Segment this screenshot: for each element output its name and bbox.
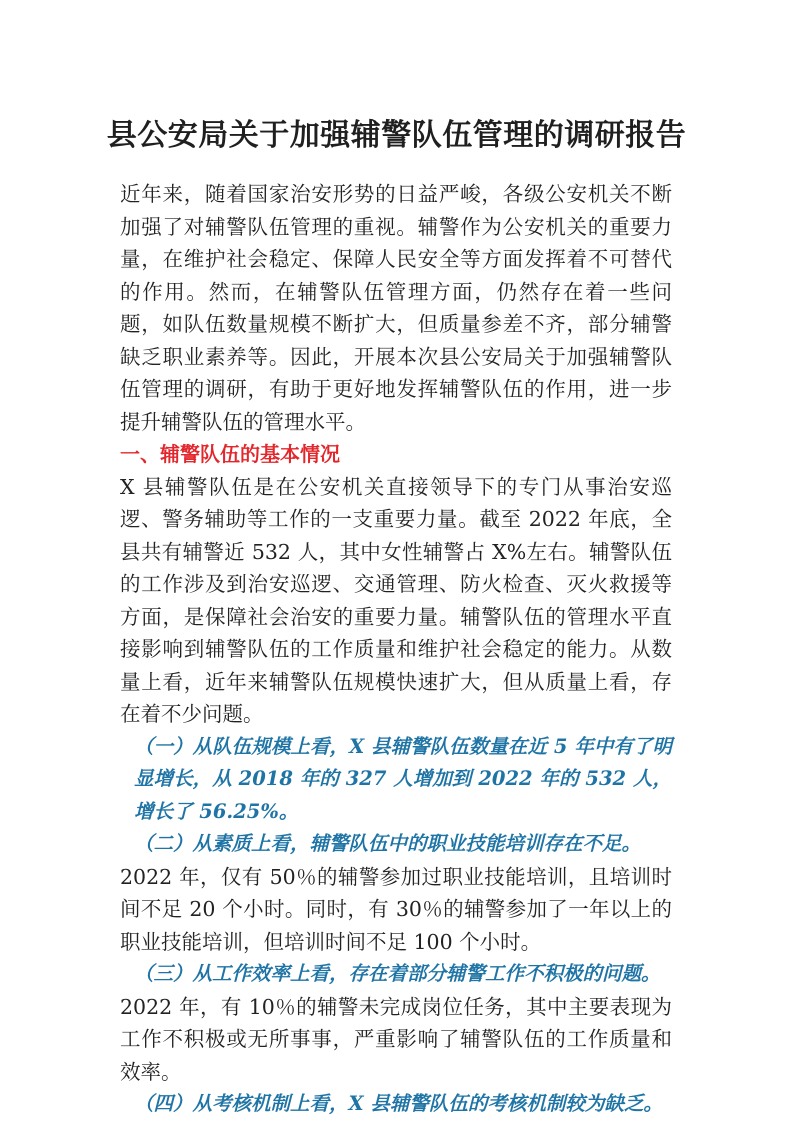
quality-paragraph: 2022 年，仅有 50％的辅警参加过职业技能培训，且培训时间不足 20 个小时。同时，有 30％的辅警参加了一年以上的职业技能培训，但培训时间不足 100 个小时。	[120, 864, 672, 954]
document-body	[120, 178, 672, 1121]
intro-paragraph: 近年来，随着国家治安形势的日益严峻，各级公安机关不断加强了对辅警队伍管理的重视。辅警作为公安机关的重要力量，在维护社会稳定、保障人民安全等方面发挥着不可替代的作用。然而，在辅警队伍管理方面，仍然存在着一些问题，如队伍数量规模不断扩大，但质量参差不齐，部分辅警缺乏职业素养等。因此，开展本次县公安局关于加强辅警队伍管理的调研，有助于更好地发挥辅警队伍的作用，进一步提升辅警队伍的管理水平。	[120, 182, 672, 434]
efficiency-paragraph: 2022 年，有 10％的辅警未完成岗位任务，其中主要表现为工作不积极或无所事事，严重影响了辅警队伍的工作质量和效率。	[120, 994, 672, 1084]
document-title: 县公安局关于加强辅警队伍管理的调研报告	[106, 118, 687, 153]
basic-situation-paragraph: X 县辅警队伍是在公安机关直接领导下的专门从事治安巡逻、警务辅助等工作的一支重要力量。截至 2022 年底，全县共有辅警近 532 人，其中女性辅警占 X%左右。辅警队伍的工作涉及到治安巡逻、交通管理、防火检查、灭火救援等方面，是保障社会治安的重要力量。辅警队伍的管理水平直接影响到辅警队伍的工作质量和维护社会稳定的能力。从数量上看，近年来辅警队伍规模快速扩大，但从质量上看，存在着不少问题。	[120, 474, 672, 726]
subsection-heading-efficiency: （三）从工作效率上看，存在着部分辅警工作不积极的问题。	[134, 962, 661, 985]
subsection-heading-quality: （二）从素质上看，辅警队伍中的职业技能培训存在不足。	[134, 832, 642, 855]
subsection-heading-assessment: （四）从考核机制上看，X 县辅警队伍的考核机制较为缺乏。	[134, 1092, 663, 1115]
section-heading-basic-situation: 一、辅警队伍的基本情况	[120, 442, 340, 466]
subsection-heading-team-scale: （一）从队伍规模上看，X 县辅警队伍数量在近 5 年中有了明显增长，从 2018 年的 327 人增加到 2022 年的 532 人，增长了 56.25%。	[134, 734, 672, 823]
